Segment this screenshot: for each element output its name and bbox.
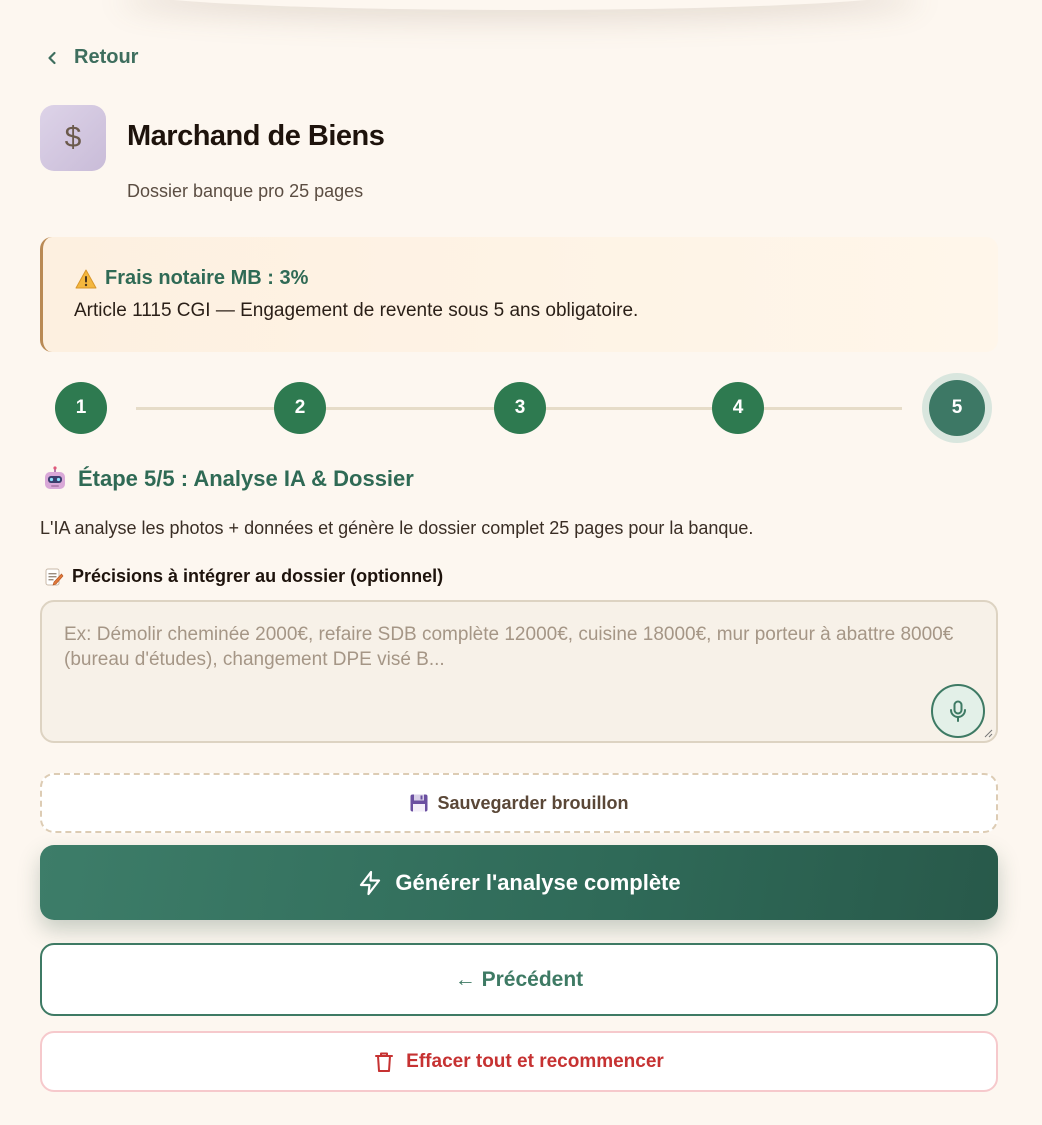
- previous-label: ← Précédent: [454, 967, 584, 991]
- lightning-icon: [357, 870, 383, 896]
- notes-field-container: [40, 600, 998, 743]
- top-shadow: [120, 0, 920, 10]
- dollar-glyph: $: [64, 121, 82, 154]
- back-label: Retour: [74, 46, 139, 68]
- microphone-icon: [946, 699, 970, 723]
- step-3[interactable]: 3: [494, 382, 546, 434]
- step-2[interactable]: 2: [274, 382, 326, 434]
- step-1[interactable]: 1: [55, 382, 107, 434]
- previous-button[interactable]: [40, 943, 998, 1016]
- notes-label: Précisions à intégrer au dossier (optionnel): [72, 566, 444, 586]
- reset-label: Effacer tout et recommencer: [406, 1050, 664, 1072]
- alert-text: Article 1115 CGI — Engagement de revente sous 5 ans obligatoire.: [74, 300, 639, 321]
- notes-label-row: [44, 566, 443, 587]
- chevron-left-icon: [44, 50, 60, 66]
- alert-title-row: [75, 267, 308, 290]
- page-subtitle: Dossier banque pro 25 pages: [127, 181, 364, 201]
- notary-fee-alert: [40, 237, 998, 352]
- voice-input-button[interactable]: [931, 684, 985, 738]
- reset-all-button[interactable]: [40, 1031, 998, 1092]
- page-title: Marchand de Biens: [127, 120, 385, 152]
- robot-icon: [42, 466, 68, 492]
- dollar-icon: [40, 105, 106, 171]
- memo-icon: [44, 567, 64, 587]
- section-title-row: [42, 466, 414, 492]
- alert-title: Frais notaire MB : 3%: [105, 267, 309, 289]
- generate-label: Générer l'analyse complète: [395, 869, 681, 895]
- save-draft-button[interactable]: [40, 773, 998, 833]
- resize-grip-icon[interactable]: [983, 728, 993, 738]
- trash-icon: [374, 1051, 394, 1073]
- section-title: Étape 5/5 : Analyse IA & Dossier: [78, 466, 414, 491]
- step-5-current[interactable]: 5: [929, 380, 985, 436]
- floppy-disk-icon: [409, 793, 429, 813]
- step-4[interactable]: 4: [712, 382, 764, 434]
- generate-analysis-button[interactable]: [40, 845, 998, 920]
- warning-icon: [75, 269, 97, 289]
- back-link[interactable]: [44, 46, 138, 69]
- section-description: L'IA analyse les photos + données et génère le dossier complet 25 pages pour la banque.: [40, 518, 754, 538]
- save-draft-label: Sauvegarder brouillon: [437, 792, 629, 813]
- notes-textarea[interactable]: [42, 602, 996, 741]
